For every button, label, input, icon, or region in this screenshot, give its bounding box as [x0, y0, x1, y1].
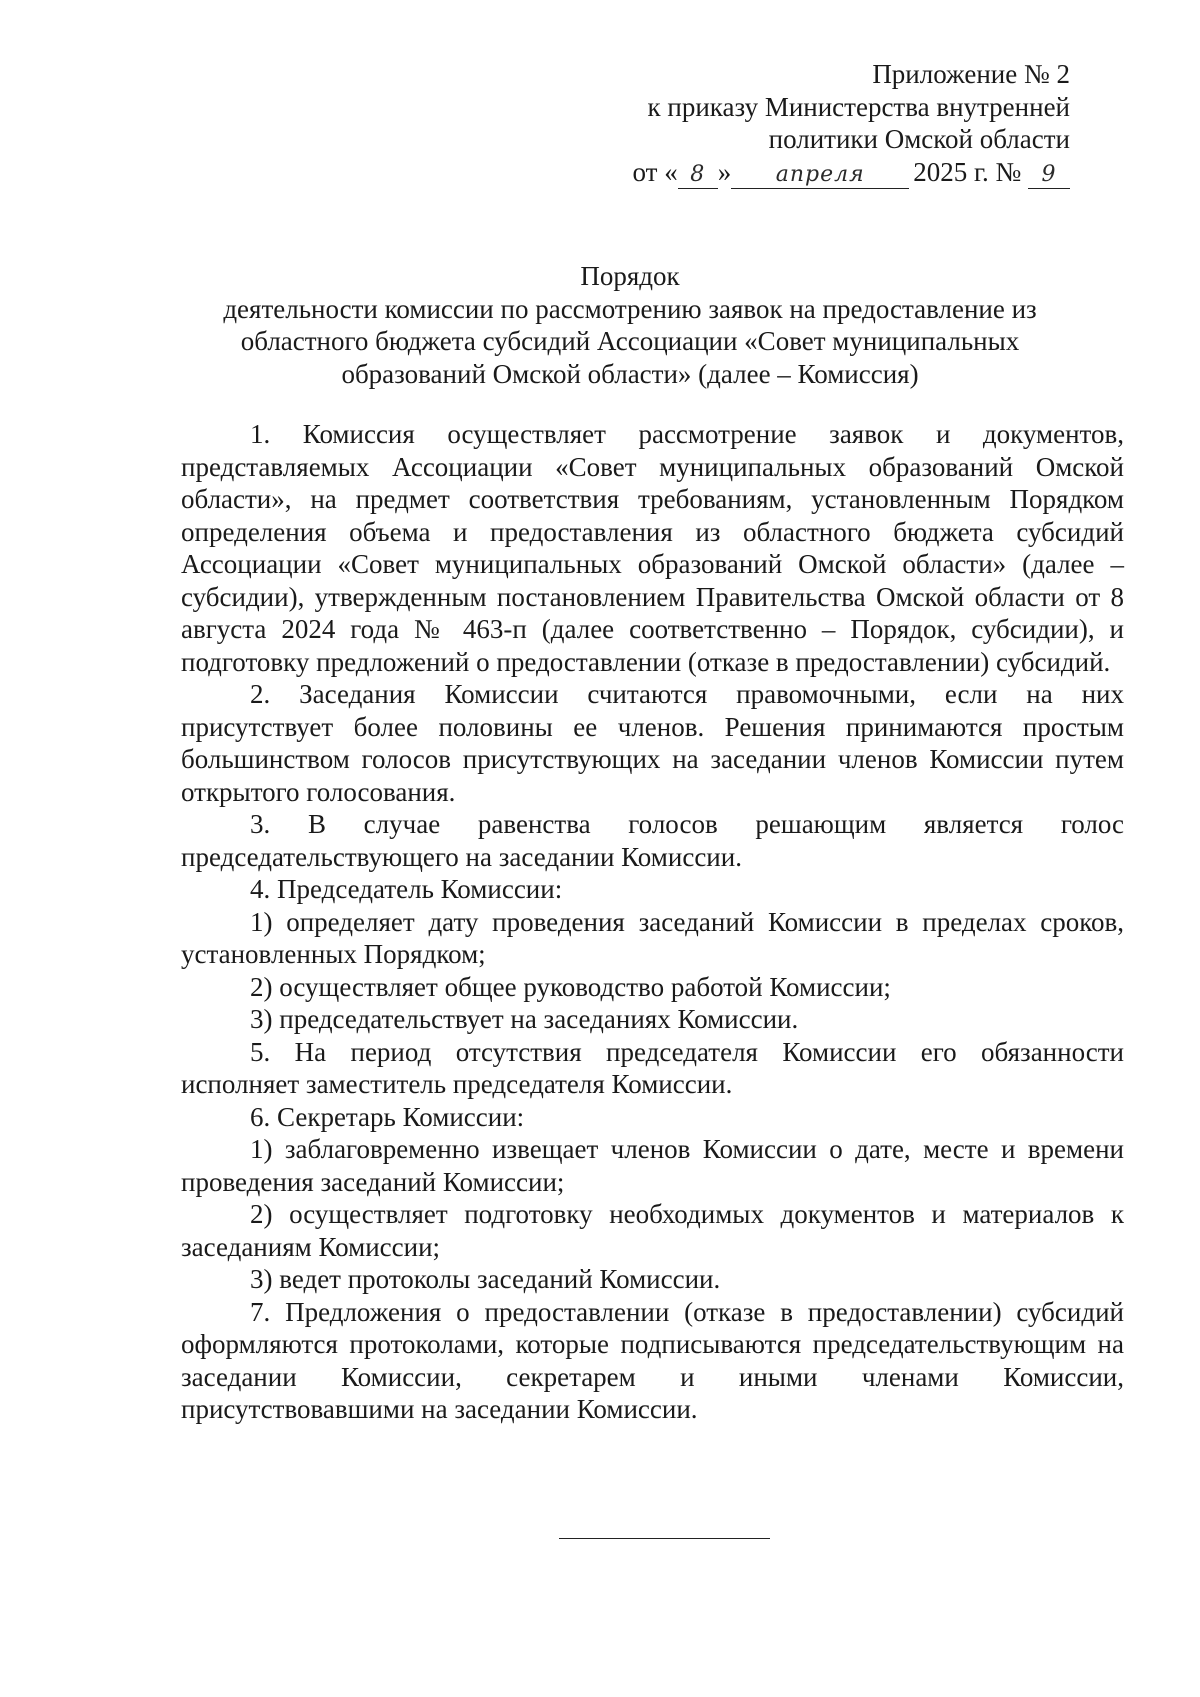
appendix-number: Приложение № 2	[872, 59, 1070, 89]
date-prefix: от «	[632, 156, 678, 187]
paragraph: 6. Секретарь Комиссии:	[250, 1101, 525, 1132]
title-line-2: областного бюджета субсидий Ассоциации «Совет муниципальных	[240, 326, 1020, 356]
document-body	[181, 418, 1124, 1426]
appendix-date-line	[633, 156, 1071, 189]
appendix-header	[633, 58, 1071, 189]
paragraph: 3) ведет протоколы заседаний Комиссии.	[250, 1264, 721, 1294]
paragraph: 1. Комиссия осуществляет рассмотрение заявок и документов, представляемых Ассоциации «Совет муниципальных образований Омской области», на предмет соответствия требованиям, установленным Порядком определения объема и предоставления из областного бюджета субсидий Ассоциации «Совет муниципальных образований Омской области» (далее – субсидии), утвержденным постановлением Правительства Омской области от 8 августа 2024 года № 463-п (далее соответственно – Порядок, субсидии), и подготовку предложений о предоставлении (отказе в предоставлении) субсидий.	[181, 419, 1124, 677]
paragraph: 2) осуществляет подготовку необходимых документов и материалов к заседаниям Комиссии;	[181, 1199, 1124, 1262]
date-month-handwritten: апреля	[731, 162, 909, 189]
date-mid: »	[717, 156, 732, 187]
paragraph: 2. Заседания Комиссии считаются правомочными, если на них присутствует более половины ее членов. Решения принимаются простым большинством голосов присутствующих на заседании членов Комиссии путем открытого голосования.	[181, 679, 1124, 807]
title-heading: Порядок	[580, 261, 680, 291]
paragraph: 3) председательствует на заседаниях Комиссии.	[250, 1004, 799, 1034]
paragraph: 1) заблаговременно извещает членов Комиссии о дате, месте и времени проведения заседаний Комиссии;	[181, 1134, 1124, 1197]
appendix-order-ref: к приказу Министерства внутренней	[647, 91, 1070, 122]
document-title	[180, 260, 1080, 390]
order-number-handwritten: 9	[1028, 162, 1070, 189]
paragraph: 5. На период отсутствия председателя Комиссии его обязанности исполняет заместитель председателя Комиссии.	[181, 1036, 1124, 1099]
title-line-3: образований Омской области» (далее – Комиссия)	[341, 358, 919, 389]
date-year: 2025 г. №	[913, 156, 1022, 187]
date-day-handwritten: 8	[678, 162, 718, 189]
appendix-ministry: политики Омской области	[768, 124, 1070, 154]
end-divider	[559, 1538, 770, 1539]
title-line-1: деятельности комиссии по рассмотрению заявок на предоставление из	[223, 293, 1037, 324]
paragraph: 7. Предложения о предоставлении (отказе в предоставлении) субсидий оформляются протоколами, которые подписываются председательствующим на заседании Комиссии, секретарем и иными членами Комиссии, присутствовавшими на заседании Комиссии.	[181, 1296, 1124, 1424]
paragraph: 1) определяет дату проведения заседаний Комиссии в пределах сроков, установленных Порядком;	[181, 906, 1124, 969]
paragraph: 4. Председатель Комиссии:	[250, 874, 563, 904]
paragraph: 3. В случае равенства голосов решающим является голос председательствующего на заседании Комиссии.	[181, 809, 1124, 872]
paragraph: 2) осуществляет общее руководство работой Комиссии;	[250, 971, 891, 1002]
